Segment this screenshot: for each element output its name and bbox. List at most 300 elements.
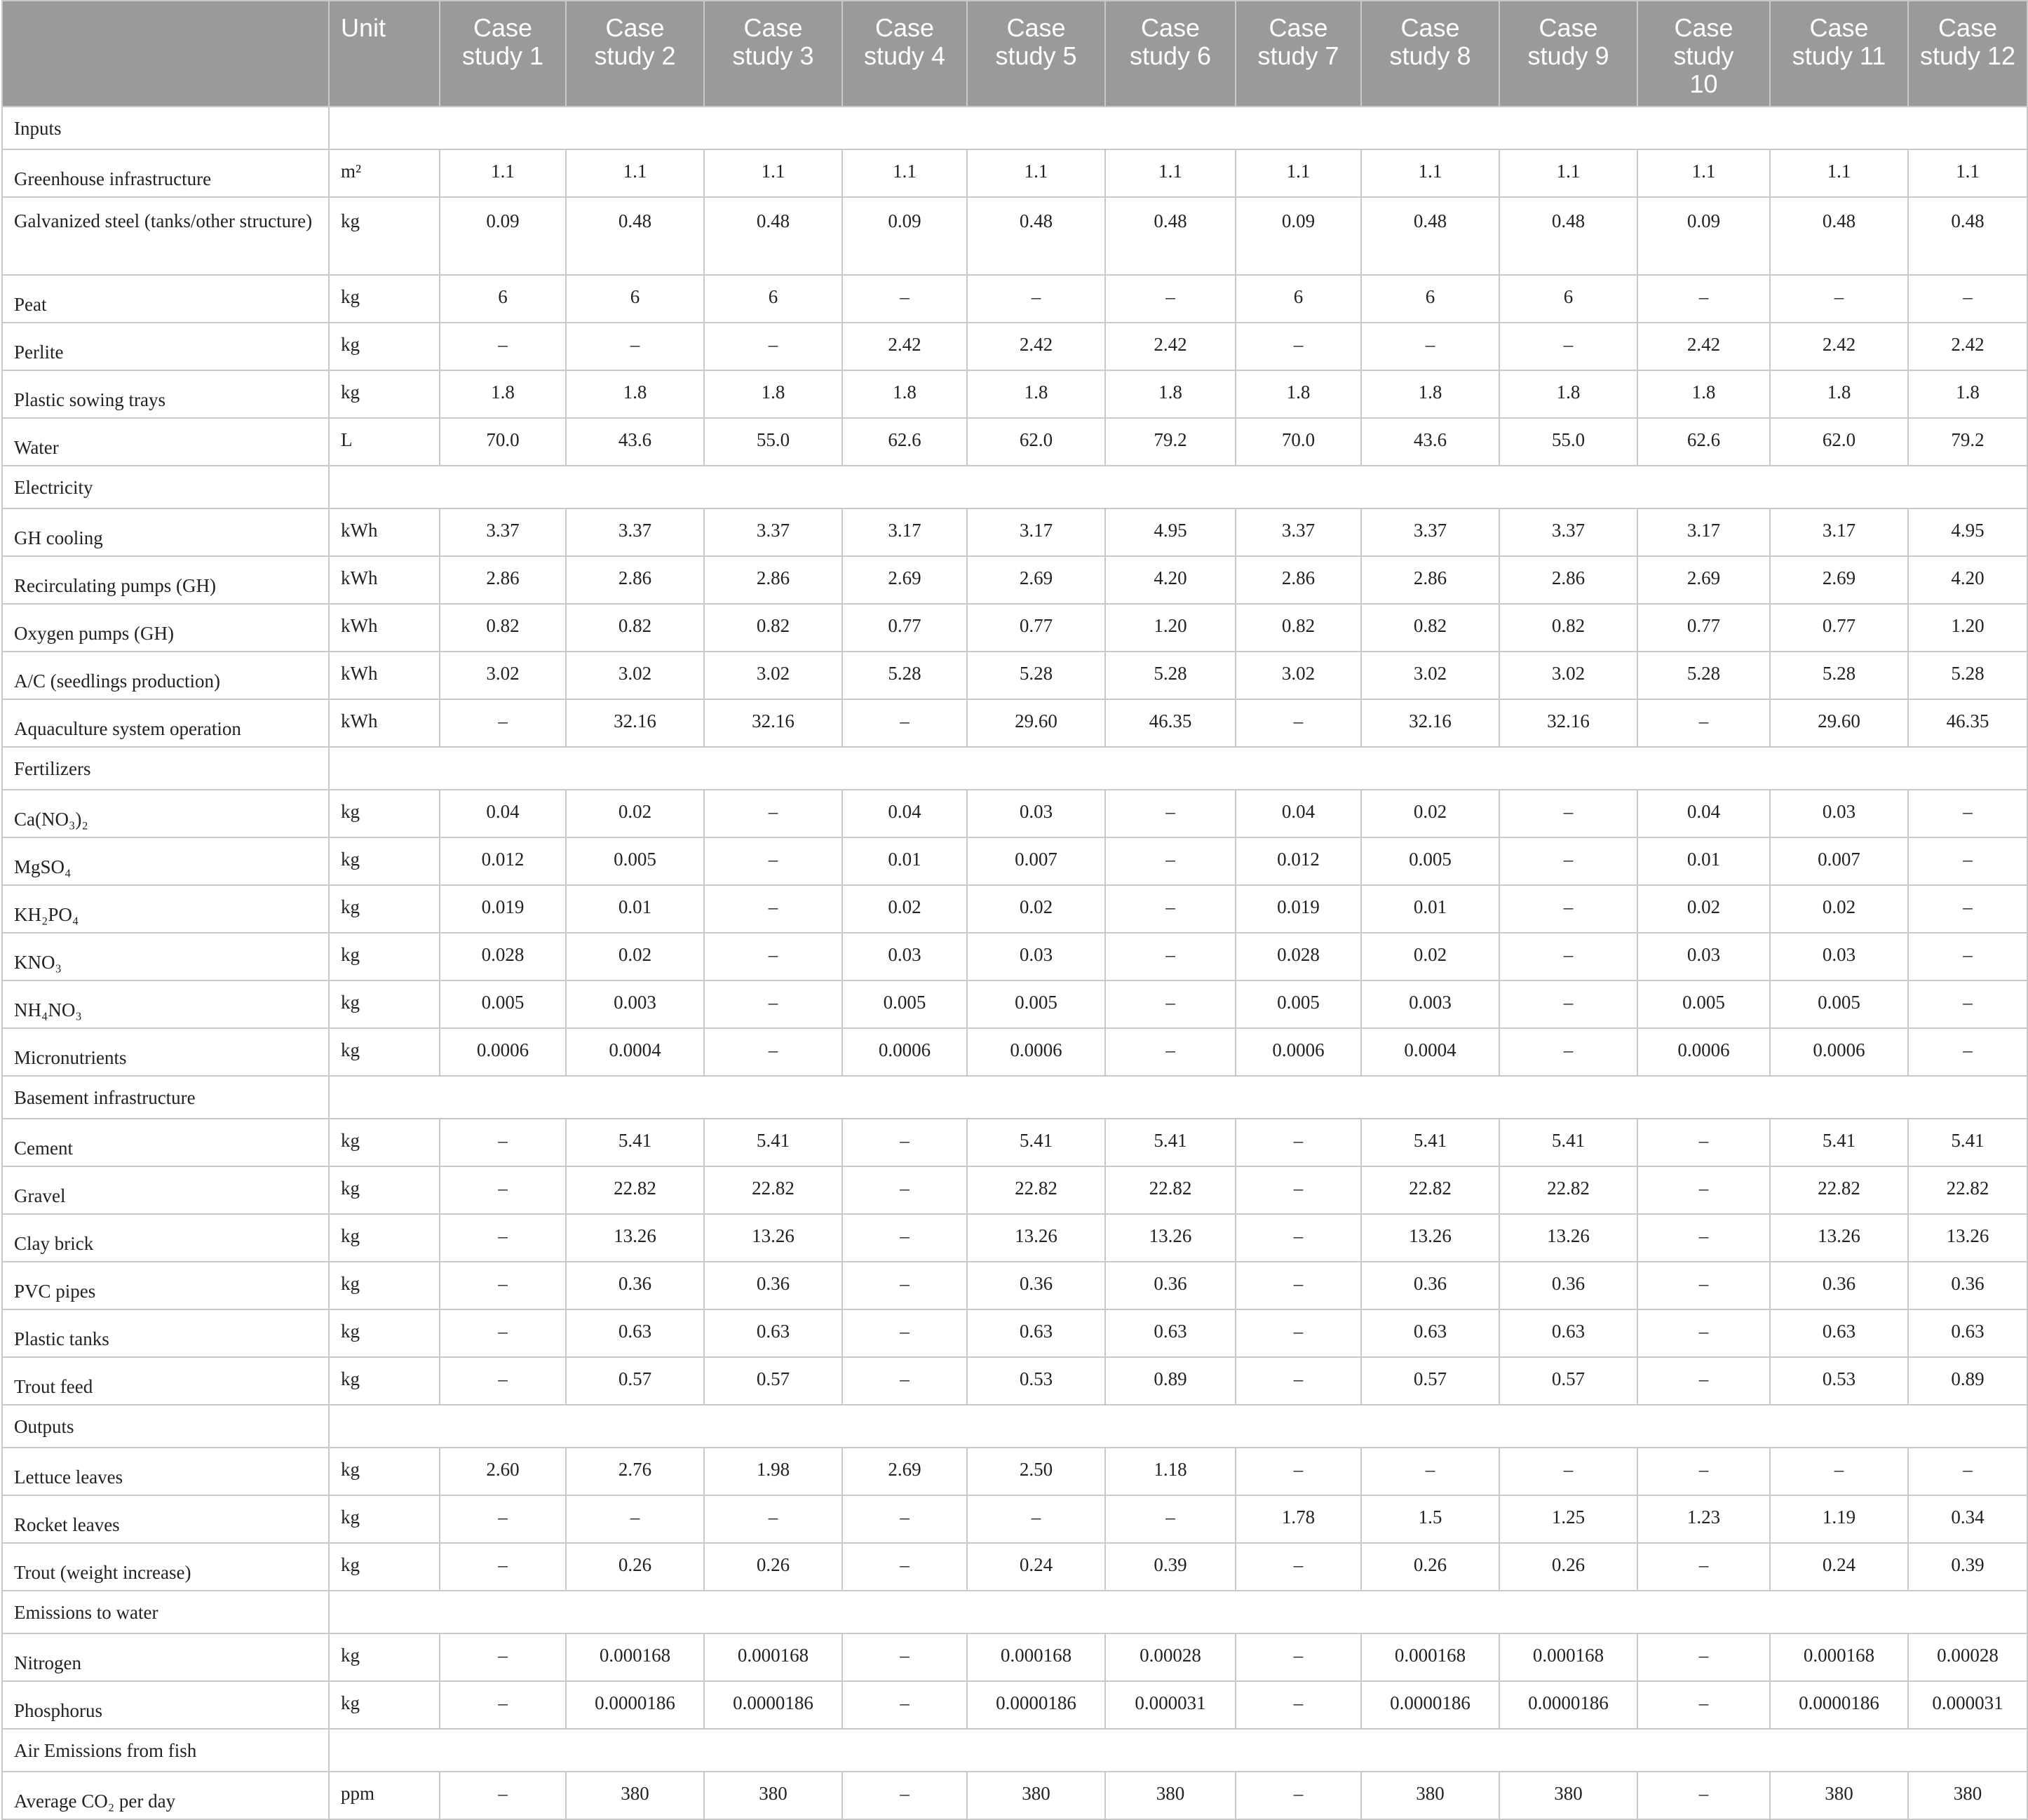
table-row — [2, 790, 2027, 837]
header-case-line: study 12 — [1919, 41, 2016, 70]
value-cell: 0.57 — [566, 1357, 704, 1405]
value-cell: – — [440, 1633, 566, 1681]
section-blank-cell — [329, 466, 2027, 508]
value-cell: 0.26 — [566, 1543, 704, 1591]
value-cell: 0.77 — [967, 604, 1105, 652]
table-row — [2, 1262, 2027, 1309]
value-cell: 0.000168 — [1499, 1633, 1637, 1681]
header-case-study-1 — [440, 1, 566, 107]
section-row — [2, 1076, 2027, 1119]
value-cell: 32.16 — [1499, 699, 1637, 747]
value-cell: 3.37 — [440, 508, 566, 556]
value-cell: 0.36 — [1361, 1262, 1499, 1309]
table-row — [2, 1357, 2027, 1405]
value-cell: 1.20 — [1908, 604, 2027, 652]
value-cell: – — [1499, 323, 1637, 370]
value-cell: – — [1361, 323, 1499, 370]
row-unit: kWh — [329, 508, 440, 556]
value-cell: 0.003 — [1361, 980, 1499, 1028]
table-row — [2, 604, 2027, 652]
value-cell: 0.000168 — [1361, 1633, 1499, 1681]
value-cell: 1.8 — [704, 370, 842, 418]
value-cell: 62.6 — [1637, 418, 1770, 466]
table-row — [2, 1166, 2027, 1214]
value-cell: 0.48 — [1770, 197, 1908, 275]
value-cell: 0.36 — [566, 1262, 704, 1309]
value-cell: 2.86 — [566, 556, 704, 604]
value-cell: 0.02 — [566, 933, 704, 980]
value-cell: – — [1908, 933, 2027, 980]
value-cell: 2.42 — [1105, 323, 1236, 370]
row-unit: kWh — [329, 652, 440, 699]
value-cell: 2.86 — [1236, 556, 1361, 604]
value-cell: 0.24 — [967, 1543, 1105, 1591]
header-case-line: Case — [1809, 13, 1869, 42]
header-case-line: Case — [1400, 13, 1460, 42]
value-cell: 32.16 — [1361, 699, 1499, 747]
value-cell: 0.028 — [440, 933, 566, 980]
value-cell: 3.02 — [1236, 652, 1361, 699]
value-cell: 0.57 — [704, 1357, 842, 1405]
row-label: Galvanized steel (tanks/other structure) — [2, 197, 329, 275]
table-row — [2, 1214, 2027, 1262]
value-cell: 0.0006 — [1770, 1028, 1908, 1076]
header-case-line: 10 — [1689, 69, 1718, 98]
value-cell: 1.1 — [566, 149, 704, 197]
table-row — [2, 652, 2027, 699]
value-cell: – — [440, 1119, 566, 1166]
value-cell: 0.00028 — [1105, 1633, 1236, 1681]
value-cell: – — [1637, 1214, 1770, 1262]
value-cell: 0.028 — [1236, 933, 1361, 980]
value-cell: 0.005 — [1770, 980, 1908, 1028]
row-unit: kWh — [329, 604, 440, 652]
value-cell: 13.26 — [1499, 1214, 1637, 1262]
value-cell: 79.2 — [1908, 418, 2027, 466]
value-cell: 380 — [967, 1772, 1105, 1819]
header-case-study-4 — [842, 1, 967, 107]
value-cell: 0.02 — [566, 790, 704, 837]
value-cell: 1.8 — [1361, 370, 1499, 418]
value-cell: 0.02 — [1361, 790, 1499, 837]
header-case-line: Case — [1006, 13, 1066, 42]
value-cell: 5.28 — [1770, 652, 1908, 699]
value-cell: 3.17 — [1770, 508, 1908, 556]
value-cell: 2.86 — [1361, 556, 1499, 604]
header-case-line: study 3 — [732, 41, 814, 70]
row-label: Lettuce leaves — [2, 1448, 329, 1495]
value-cell: 0.02 — [1361, 933, 1499, 980]
value-cell: 13.26 — [967, 1214, 1105, 1262]
value-cell: 6 — [566, 275, 704, 323]
value-cell: – — [704, 980, 842, 1028]
value-cell: 22.82 — [1105, 1166, 1236, 1214]
value-cell: 3.02 — [566, 652, 704, 699]
value-cell: 0.48 — [967, 197, 1105, 275]
value-cell: 55.0 — [704, 418, 842, 466]
value-cell: 380 — [1105, 1772, 1236, 1819]
value-cell: – — [440, 1214, 566, 1262]
value-cell: – — [1105, 980, 1236, 1028]
value-cell: – — [1499, 885, 1637, 933]
value-cell: 0.89 — [1105, 1357, 1236, 1405]
table-row — [2, 418, 2027, 466]
value-cell: 1.19 — [1770, 1495, 1908, 1543]
value-cell: 62.0 — [1770, 418, 1908, 466]
value-cell: 0.48 — [1105, 197, 1236, 275]
table-row — [2, 1028, 2027, 1076]
value-cell: 22.82 — [1499, 1166, 1637, 1214]
header-case-line: Case — [1674, 13, 1733, 42]
row-unit: kg — [329, 1681, 440, 1729]
value-cell: 2.69 — [842, 556, 967, 604]
value-cell: 4.20 — [1105, 556, 1236, 604]
value-cell: – — [440, 1166, 566, 1214]
value-cell: 0.0000186 — [566, 1681, 704, 1729]
value-cell: 0.63 — [1499, 1309, 1637, 1357]
value-cell: 0.005 — [1236, 980, 1361, 1028]
value-cell: – — [1499, 933, 1637, 980]
value-cell: 5.28 — [842, 652, 967, 699]
row-label: A/C (seedlings production) — [2, 652, 329, 699]
value-cell: 79.2 — [1105, 418, 1236, 466]
table-row — [2, 1448, 2027, 1495]
value-cell: 5.28 — [1908, 652, 2027, 699]
value-cell: – — [440, 1495, 566, 1543]
value-cell: – — [1236, 1633, 1361, 1681]
value-cell: 0.03 — [1770, 790, 1908, 837]
table-row — [2, 1681, 2027, 1729]
table-row — [2, 323, 2027, 370]
section-row — [2, 466, 2027, 508]
value-cell: 1.98 — [704, 1448, 842, 1495]
row-unit: kg — [329, 275, 440, 323]
row-unit: kg — [329, 370, 440, 418]
value-cell: – — [1499, 1448, 1637, 1495]
value-cell: – — [1499, 837, 1637, 885]
value-cell: – — [704, 323, 842, 370]
value-cell: 0.82 — [1499, 604, 1637, 652]
value-cell: 0.00028 — [1908, 1633, 2027, 1681]
value-cell: 0.36 — [1908, 1262, 2027, 1309]
value-cell: – — [440, 1772, 566, 1819]
value-cell: 32.16 — [704, 699, 842, 747]
value-cell: 2.86 — [440, 556, 566, 604]
value-cell: 0.007 — [1770, 837, 1908, 885]
value-cell: – — [1105, 275, 1236, 323]
row-unit: kg — [329, 1309, 440, 1357]
value-cell: 0.48 — [704, 197, 842, 275]
value-cell: – — [440, 1309, 566, 1357]
value-cell: 2.86 — [1499, 556, 1637, 604]
value-cell: 0.019 — [440, 885, 566, 933]
value-cell: – — [842, 1633, 967, 1681]
row-label: NH₄NO₃ — [2, 980, 329, 1028]
value-cell: 0.007 — [967, 837, 1105, 885]
value-cell: 29.60 — [967, 699, 1105, 747]
header-case-line: Case — [1269, 13, 1328, 42]
value-cell: – — [842, 1772, 967, 1819]
value-cell: 0.01 — [1361, 885, 1499, 933]
header-case-study-7 — [1236, 1, 1361, 107]
value-cell: – — [1770, 1448, 1908, 1495]
value-cell: 0.48 — [1361, 197, 1499, 275]
header-unit: Unit — [329, 1, 440, 107]
value-cell: 1.23 — [1637, 1495, 1770, 1543]
section-title: Inputs — [2, 107, 329, 149]
value-cell: 1.78 — [1236, 1495, 1361, 1543]
header-case-line: Case — [1539, 13, 1598, 42]
value-cell: 0.63 — [967, 1309, 1105, 1357]
value-cell: 0.0006 — [967, 1028, 1105, 1076]
section-row — [2, 1405, 2027, 1448]
value-cell: 0.0006 — [842, 1028, 967, 1076]
value-cell: 0.02 — [1770, 885, 1908, 933]
value-cell: 22.82 — [1908, 1166, 2027, 1214]
value-cell: – — [842, 1214, 967, 1262]
row-label: Aquaculture system operation — [2, 699, 329, 747]
value-cell: 0.000031 — [1908, 1681, 2027, 1729]
value-cell: 0.0006 — [1637, 1028, 1770, 1076]
value-cell: 0.03 — [1637, 933, 1770, 980]
value-cell: 6 — [440, 275, 566, 323]
value-cell: 0.63 — [1105, 1309, 1236, 1357]
value-cell: – — [1637, 1166, 1770, 1214]
value-cell: 0.53 — [1770, 1357, 1908, 1405]
header-case-line: study 2 — [594, 41, 676, 70]
value-cell: 46.35 — [1908, 699, 2027, 747]
value-cell: 3.37 — [1361, 508, 1499, 556]
value-cell: 0.03 — [842, 933, 967, 980]
header-case-line: study 9 — [1527, 41, 1609, 70]
value-cell: 0.005 — [440, 980, 566, 1028]
value-cell: 1.1 — [1105, 149, 1236, 197]
header-case-study-3 — [704, 1, 842, 107]
row-label: KH₂PO₄ — [2, 885, 329, 933]
row-unit: kg — [329, 1028, 440, 1076]
value-cell: 0.04 — [842, 790, 967, 837]
value-cell: 2.42 — [1637, 323, 1770, 370]
value-cell: 32.16 — [566, 699, 704, 747]
value-cell: – — [1105, 790, 1236, 837]
value-cell: 5.28 — [1637, 652, 1770, 699]
value-cell: 1.1 — [1637, 149, 1770, 197]
value-cell: 3.02 — [1361, 652, 1499, 699]
value-cell: 3.37 — [1236, 508, 1361, 556]
value-cell: 0.89 — [1908, 1357, 2027, 1405]
header-case-study-11 — [1770, 1, 1908, 107]
header-row — [2, 1, 2027, 107]
header-case-line: Case — [743, 13, 803, 42]
value-cell: – — [842, 1495, 967, 1543]
value-cell: 0.0006 — [440, 1028, 566, 1076]
value-cell: – — [842, 275, 967, 323]
row-label: Cement — [2, 1119, 329, 1166]
header-case-line: Case — [605, 13, 665, 42]
value-cell: 1.8 — [440, 370, 566, 418]
row-label: GH cooling — [2, 508, 329, 556]
row-label: Nitrogen — [2, 1633, 329, 1681]
value-cell: 380 — [1770, 1772, 1908, 1819]
value-cell: 2.60 — [440, 1448, 566, 1495]
value-cell: – — [1908, 885, 2027, 933]
row-label: Perlite — [2, 323, 329, 370]
value-cell: 0.005 — [1361, 837, 1499, 885]
value-cell: 0.63 — [704, 1309, 842, 1357]
value-cell: – — [440, 1357, 566, 1405]
value-cell: – — [704, 1028, 842, 1076]
value-cell: 0.57 — [1499, 1357, 1637, 1405]
value-cell: – — [1236, 1543, 1361, 1591]
value-cell: – — [842, 1309, 967, 1357]
table-row — [2, 980, 2027, 1028]
value-cell: 1.1 — [1908, 149, 2027, 197]
section-row — [2, 747, 2027, 790]
value-cell: 0.26 — [1499, 1543, 1637, 1591]
value-cell: 3.37 — [704, 508, 842, 556]
value-cell: – — [1236, 1772, 1361, 1819]
value-cell: – — [1361, 1448, 1499, 1495]
value-cell: – — [566, 1495, 704, 1543]
value-cell: 1.18 — [1105, 1448, 1236, 1495]
value-cell: – — [842, 1262, 967, 1309]
value-cell: 2.42 — [1770, 323, 1908, 370]
value-cell: 22.82 — [566, 1166, 704, 1214]
section-blank-cell — [329, 1076, 2027, 1119]
row-unit: kg — [329, 1262, 440, 1309]
value-cell: 70.0 — [440, 418, 566, 466]
header-case-line: study 7 — [1257, 41, 1339, 70]
value-cell: 0.005 — [842, 980, 967, 1028]
row-label: Trout feed — [2, 1357, 329, 1405]
value-cell: 3.17 — [967, 508, 1105, 556]
header-case-line: Case — [473, 13, 533, 42]
value-cell: 62.6 — [842, 418, 967, 466]
value-cell: 13.26 — [1908, 1214, 2027, 1262]
value-cell: 5.41 — [566, 1119, 704, 1166]
value-cell: – — [842, 699, 967, 747]
value-cell: 13.26 — [566, 1214, 704, 1262]
value-cell: 0.0006 — [1236, 1028, 1361, 1076]
value-cell: 1.20 — [1105, 604, 1236, 652]
row-label: Trout (weight increase) — [2, 1543, 329, 1591]
value-cell: 13.26 — [1105, 1214, 1236, 1262]
value-cell: 5.28 — [967, 652, 1105, 699]
value-cell: 1.8 — [1908, 370, 2027, 418]
value-cell: 0.01 — [842, 837, 967, 885]
table-row — [2, 1543, 2027, 1591]
value-cell: 46.35 — [1105, 699, 1236, 747]
value-cell: 43.6 — [1361, 418, 1499, 466]
value-cell: – — [842, 1166, 967, 1214]
value-cell: – — [1908, 1448, 2027, 1495]
value-cell: – — [440, 1681, 566, 1729]
table-row — [2, 1633, 2027, 1681]
value-cell: 1.1 — [440, 149, 566, 197]
value-cell: 5.28 — [1105, 652, 1236, 699]
value-cell: 380 — [1361, 1772, 1499, 1819]
header-case-study-12 — [1908, 1, 2027, 107]
header-case-line: study 11 — [1792, 41, 1886, 70]
section-blank-cell — [329, 107, 2027, 149]
value-cell: – — [1499, 790, 1637, 837]
value-cell: 3.02 — [704, 652, 842, 699]
value-cell: – — [1236, 1166, 1361, 1214]
row-unit: kg — [329, 790, 440, 837]
value-cell: – — [704, 837, 842, 885]
value-cell: 1.5 — [1361, 1495, 1499, 1543]
table-row — [2, 1772, 2027, 1819]
row-unit: kg — [329, 1495, 440, 1543]
value-cell: 62.0 — [967, 418, 1105, 466]
value-cell: – — [1236, 1262, 1361, 1309]
table-row — [2, 1119, 2027, 1166]
section-row — [2, 107, 2027, 149]
value-cell: 0.000168 — [1770, 1633, 1908, 1681]
value-cell: 0.09 — [842, 197, 967, 275]
value-cell: 1.8 — [1105, 370, 1236, 418]
value-cell: 0.82 — [440, 604, 566, 652]
value-cell: 0.34 — [1908, 1495, 2027, 1543]
value-cell: – — [1236, 1119, 1361, 1166]
row-label: Gravel — [2, 1166, 329, 1214]
table-row — [2, 699, 2027, 747]
table-row — [2, 837, 2027, 885]
header-case-line: study 5 — [995, 41, 1077, 70]
table-row — [2, 197, 2027, 275]
table-body — [2, 107, 2027, 1819]
header-case-study-6 — [1105, 1, 1236, 107]
value-cell: 0.0000186 — [967, 1681, 1105, 1729]
value-cell: 2.69 — [1637, 556, 1770, 604]
value-cell: 0.005 — [566, 837, 704, 885]
value-cell: 3.17 — [1637, 508, 1770, 556]
value-cell: 0.77 — [1770, 604, 1908, 652]
row-label: Water — [2, 418, 329, 466]
value-cell: 0.03 — [967, 933, 1105, 980]
row-label: Recirculating pumps (GH) — [2, 556, 329, 604]
value-cell: 0.77 — [842, 604, 967, 652]
value-cell: – — [1105, 1028, 1236, 1076]
row-label: Micronutrients — [2, 1028, 329, 1076]
header-case-study-2 — [566, 1, 704, 107]
value-cell: – — [1637, 1119, 1770, 1166]
value-cell: 1.1 — [1770, 149, 1908, 197]
value-cell: 0.36 — [704, 1262, 842, 1309]
row-unit: kg — [329, 197, 440, 275]
value-cell: 0.000168 — [704, 1633, 842, 1681]
row-label: Ca(NO₃)₂ — [2, 790, 329, 837]
table-row — [2, 1309, 2027, 1357]
value-cell: – — [842, 1119, 967, 1166]
value-cell: 5.41 — [1499, 1119, 1637, 1166]
value-cell: – — [440, 1543, 566, 1591]
value-cell: – — [1908, 275, 2027, 323]
row-unit: kg — [329, 837, 440, 885]
table-row — [2, 275, 2027, 323]
value-cell: – — [1908, 980, 2027, 1028]
section-title: Outputs — [2, 1405, 329, 1448]
table-row — [2, 149, 2027, 197]
row-unit: kg — [329, 1357, 440, 1405]
header-case-line: study 4 — [863, 41, 946, 70]
table-row — [2, 370, 2027, 418]
value-cell: 22.82 — [1770, 1166, 1908, 1214]
value-cell: 0.005 — [967, 980, 1105, 1028]
value-cell: 0.04 — [440, 790, 566, 837]
value-cell: 0.36 — [1499, 1262, 1637, 1309]
value-cell: 1.1 — [967, 149, 1105, 197]
